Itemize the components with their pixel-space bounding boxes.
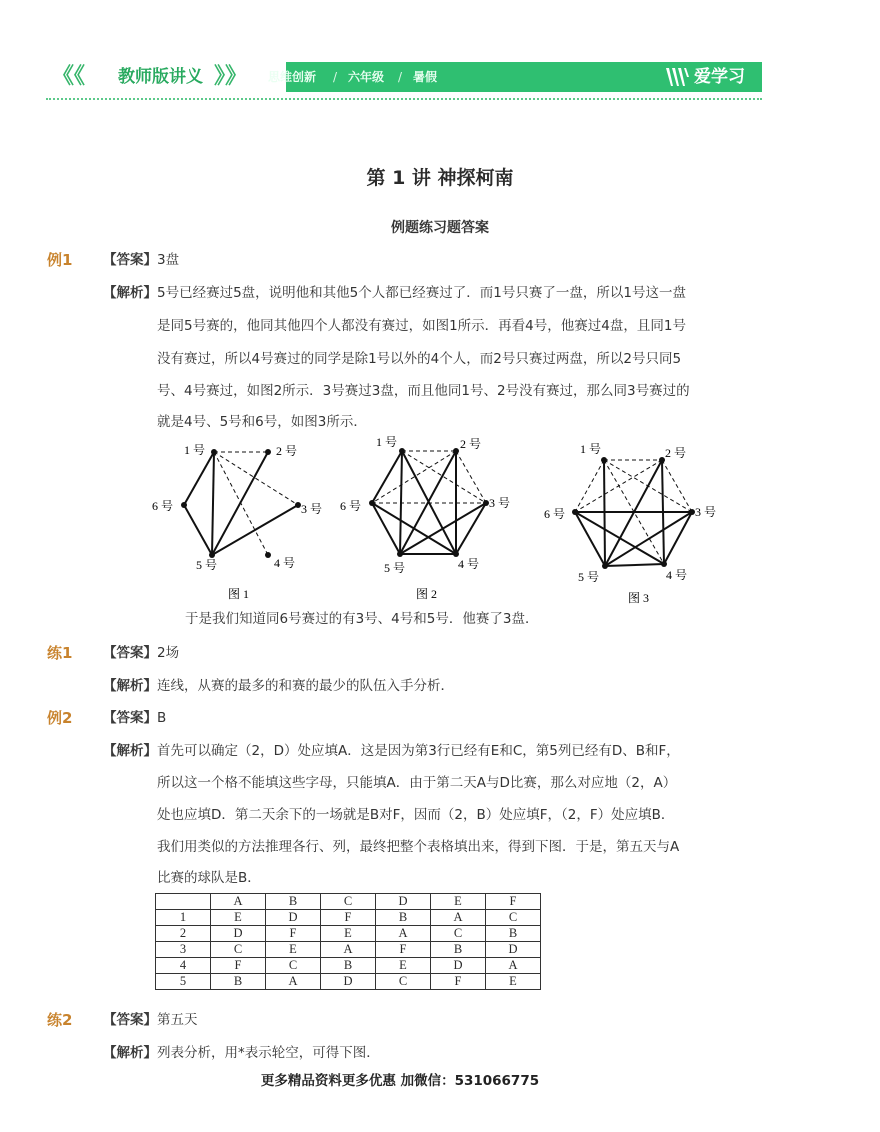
table-cell: E (486, 974, 541, 990)
table-cell (156, 894, 211, 910)
pr1-answer: 2场 (157, 645, 180, 661)
crumb-grade: 六年级 (348, 70, 385, 84)
node-label: 5 号 (384, 561, 406, 575)
node-label: 6 号 (152, 499, 174, 513)
footer-promo: 更多精品资料更多优惠 加微信：531066775 (260, 1073, 540, 1089)
answer-tag: 【答案】 (103, 645, 157, 661)
table-cell: D (431, 958, 486, 974)
lecture-title: 第 1 讲 神探柯南 (366, 167, 514, 189)
table-cell: D (211, 926, 266, 942)
table-cell: A (321, 942, 376, 958)
table-cell: A (211, 894, 266, 910)
logo-icon (664, 65, 690, 89)
table-cell: A (376, 926, 431, 942)
table-cell: B (376, 910, 431, 926)
table-cell: D (376, 894, 431, 910)
header-divider (46, 98, 762, 100)
ex2-analysis-line-4: 我们用类似的方法推理各行、列，最终把整个表格填出来，得到下图．于是，第五天与A (157, 839, 680, 855)
crumb-subject: 思维创新 (268, 70, 317, 84)
chevron-left-icon: 《《 (52, 64, 86, 89)
table-cell: A (266, 974, 321, 990)
pr1-analysis: 连线，从赛的最多的和赛的最少的队伍入手分析． (157, 678, 454, 694)
pr2-label: 练2 (47, 1011, 73, 1029)
node-label: 3 号 (489, 496, 511, 510)
figure-2 (336, 434, 511, 608)
node-label: 1 号 (376, 435, 398, 449)
table-row (156, 942, 541, 958)
figure-caption: 图 2 (416, 587, 438, 601)
analysis-tag: 【解析】 (103, 1045, 157, 1061)
table-cell: C (376, 974, 431, 990)
schedule-table (155, 893, 541, 990)
crumb-term: 暑假 (413, 70, 438, 84)
table-cell: F (431, 974, 486, 990)
crumb-separator: / (333, 70, 338, 84)
answer-tag: 【答案】 (103, 252, 157, 268)
crumb-separator: / (398, 70, 403, 84)
ex1-answer: 3盘 (157, 252, 180, 268)
ex1-analysis-line-1: 5号已经赛过5盘，说明他和其他5个人都已经赛过了．而1号只赛了一盘，所以1号这一盘 (157, 285, 686, 301)
node-label: 3 号 (301, 502, 323, 516)
node-label: 4 号 (666, 568, 688, 582)
table-cell: B (211, 974, 266, 990)
table-cell: F (266, 926, 321, 942)
analysis-tag: 【解析】 (103, 285, 157, 301)
node-label: 5 号 (196, 558, 218, 572)
ex2-analysis-line-5: 比赛的球队是B． (157, 870, 261, 886)
table-cell: D (321, 974, 376, 990)
table-cell: E (321, 926, 376, 942)
table-cell: A (486, 958, 541, 974)
table-cell: D (486, 942, 541, 958)
figure-caption: 图 1 (228, 587, 250, 601)
logo-text: 爱学习 (694, 67, 745, 87)
table-cell: F (211, 958, 266, 974)
table-cell: F (376, 942, 431, 958)
table-cell: A (431, 910, 486, 926)
node-label: 6 号 (544, 507, 566, 521)
ex1-label: 例1 (47, 251, 73, 269)
header-title: 教师版讲义 (118, 67, 203, 87)
pr2-answer: 第五天 (157, 1012, 198, 1028)
table-cell: C (211, 942, 266, 958)
answer-tag: 【答案】 (103, 710, 157, 726)
figure-3 (538, 436, 724, 610)
table-cell: C (266, 958, 321, 974)
node-label: 4 号 (458, 557, 480, 571)
table-cell: F (486, 894, 541, 910)
node-label: 2 号 (460, 437, 482, 451)
table-row (156, 910, 541, 926)
table-header-row (156, 894, 541, 910)
table-cell: E (431, 894, 486, 910)
pr2-analysis: 列表分析，用*表示轮空，可得下图． (157, 1045, 380, 1061)
ex2-analysis-line-1: 首先可以确定（2，D）处应填A．这是因为第3行已经有E和C，第5列已经有D、B和F， (157, 743, 680, 759)
ex1-analysis-line-4: 号、4号赛过，如图2所示．3号赛过3盘，而且他同1号、2号没有赛过，那么同3号赛过的 (157, 383, 690, 399)
ex2-label: 例2 (47, 709, 73, 727)
table-cell: 3 (156, 942, 211, 958)
node-label: 5 号 (578, 570, 600, 584)
table-cell: B (321, 958, 376, 974)
ex1-analysis-line-5: 就是4号、5号和6号，如图3所示． (157, 414, 367, 430)
table-row (156, 958, 541, 974)
table-cell: B (486, 926, 541, 942)
table-cell: 4 (156, 958, 211, 974)
table-cell: 5 (156, 974, 211, 990)
figure-1 (150, 436, 323, 608)
figure-caption: 图 3 (628, 591, 650, 605)
node-label: 4 号 (274, 556, 296, 570)
ex2-analysis-line-3: 处也应填D．第二天余下的一场就是B对F，因而（2，B）处应填F，（2，F）处应填B． (157, 807, 675, 823)
node-label: 1 号 (184, 443, 206, 457)
table-cell: B (431, 942, 486, 958)
node-label: 6 号 (340, 499, 362, 513)
node-label: 3 号 (695, 505, 717, 519)
table-cell: 1 (156, 910, 211, 926)
node-label: 1 号 (580, 442, 602, 456)
ex1-analysis-line-3: 没有赛过，所以4号赛过的同学是除1号以外的4个人，而2号只赛过两盘，所以2号只同5 (157, 351, 682, 367)
table-row (156, 974, 541, 990)
table-cell: E (266, 942, 321, 958)
table-cell: B (266, 894, 321, 910)
pr1-label: 练1 (47, 644, 73, 662)
table-cell: C (321, 894, 376, 910)
table-cell: C (431, 926, 486, 942)
ex1-analysis-line-2: 是同5号赛的，他同其他四个人都没有赛过，如图1所示．再看4号，他赛过4盘，且同1号 (157, 318, 686, 334)
page-header (46, 62, 762, 92)
node-label: 2 号 (665, 446, 687, 460)
table-cell: C (486, 910, 541, 926)
chevron-right-icon: 》》 (214, 64, 248, 89)
analysis-tag: 【解析】 (103, 678, 157, 694)
table-cell: D (266, 910, 321, 926)
analysis-tag: 【解析】 (103, 743, 157, 759)
ex1-conclusion: 于是我们知道同6号赛过的有3号、4号和5号．他赛了3盘． (185, 611, 539, 627)
section-title: 例题练习题答案 (391, 220, 489, 236)
ex2-analysis-line-2: 所以这一个格不能填这些字母，只能填A．由于第二天A与D比赛，那么对应地（2，A） (157, 775, 677, 791)
table-cell: E (211, 910, 266, 926)
table-cell: 2 (156, 926, 211, 942)
answer-tag: 【答案】 (103, 1012, 157, 1028)
table-cell: F (321, 910, 376, 926)
table-cell: E (376, 958, 431, 974)
node-label: 2 号 (276, 444, 298, 458)
table-row (156, 926, 541, 942)
ex2-answer: B (157, 710, 167, 726)
